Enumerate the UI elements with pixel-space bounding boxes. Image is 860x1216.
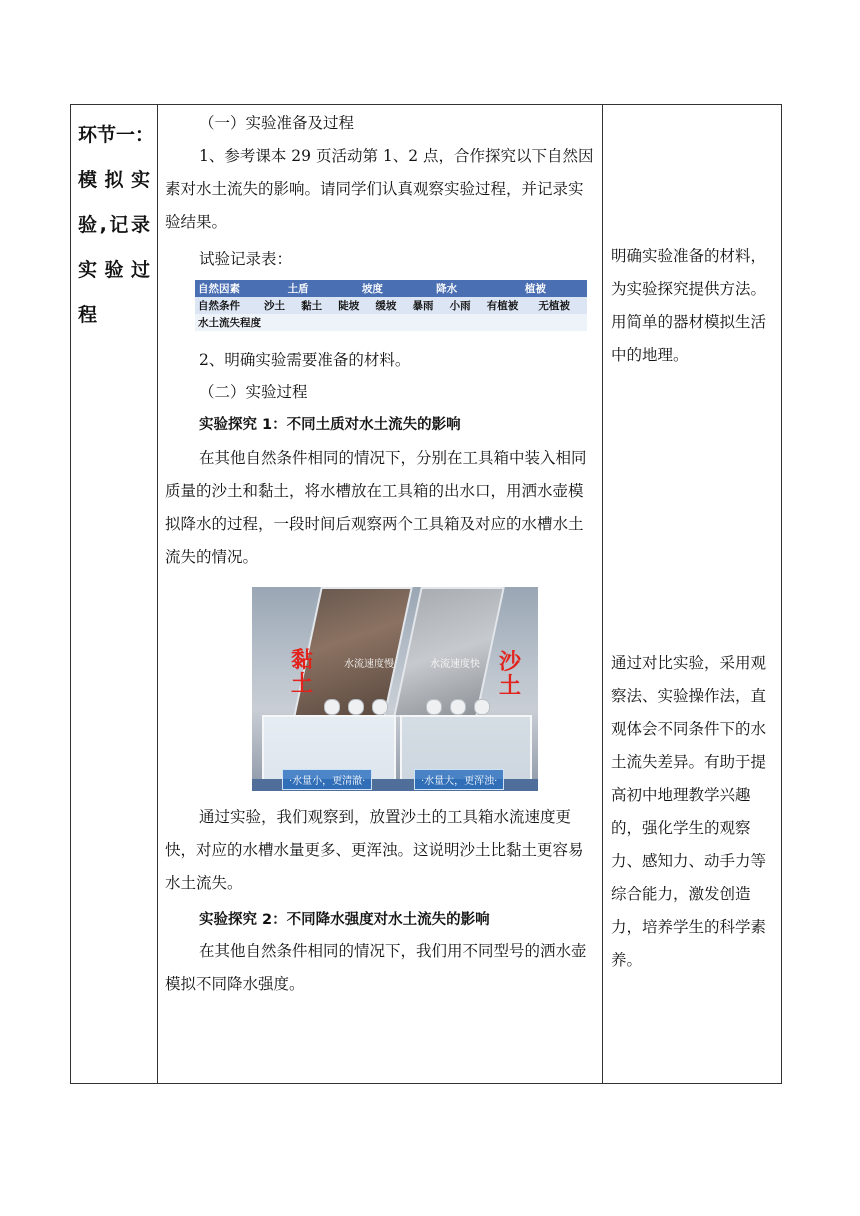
fast-flow-label: 水流速度快	[430, 659, 480, 670]
table-header-cell: 土盾	[261, 280, 335, 297]
section-title-char: 节	[97, 123, 117, 146]
section-title-char: 录	[130, 213, 150, 236]
section-title-line	[72, 202, 156, 247]
record-table	[195, 280, 587, 331]
table-row	[195, 297, 587, 314]
outlet	[348, 699, 364, 715]
record-table-header	[195, 280, 587, 297]
table-cell: 黏土	[298, 297, 335, 314]
table-cell: 小雨	[447, 297, 484, 314]
clay-label: 黏土	[290, 648, 313, 697]
sand-label: 沙土	[498, 650, 521, 699]
section-title-char: 记	[109, 213, 129, 236]
outlet	[372, 699, 388, 715]
section-title-char: 环	[78, 123, 98, 146]
muddy-water-caption: ·水量大，更浑浊·	[414, 769, 504, 790]
activity-paragraph: 1、参考课本 29 页活动第 1、2 点，合作探究以下自然因素对水土流失的影响。请同学们认真观察实验过程，并记录实验结果。	[165, 147, 594, 231]
table-cell: 暴雨	[410, 297, 447, 314]
outlet	[450, 699, 466, 715]
section-title-line	[72, 292, 156, 337]
heading-preparation: （一）实验准备及过程	[199, 114, 355, 132]
section-title-char: 验	[104, 258, 124, 281]
table-cell: 水土流失程度	[195, 314, 298, 331]
slow-flow-label: 水流速度慢	[344, 659, 394, 670]
experiment-1-result: 通过实验，我们观察到，放置沙土的工具箱水流速度更快，对应的水槽水量更多、更浑浊。这说明沙土比黏土更容易水土流失。	[165, 808, 584, 892]
table-cell: 陡坡	[335, 297, 372, 314]
section-title-char: ,	[99, 213, 107, 236]
outlet	[426, 699, 442, 715]
section-title-char: 拟	[104, 168, 124, 191]
section-title-char: 一	[116, 123, 136, 146]
table-header-cell: 降水	[410, 280, 484, 297]
table-cell: 沙土	[261, 297, 298, 314]
outlet	[324, 699, 340, 715]
section-title-char: 过	[130, 258, 150, 281]
section-title-char: 实	[78, 258, 98, 281]
section-title	[72, 112, 156, 337]
section-title-char: ：	[135, 123, 155, 146]
table-header-cell: 自然因素	[195, 280, 261, 297]
column-divider-2	[602, 104, 603, 1084]
materials-paragraph: 2、明确实验需要准备的材料。	[199, 351, 411, 369]
experiment-2-title: 实验探究 2：不同降水强度对水土流失的影响	[199, 912, 490, 928]
table-header-cell: 坡度	[335, 280, 409, 297]
column-divider-1	[157, 104, 158, 1084]
design-intent-note-2: 通过对比实验，采用观察法、实验操作法，直观体会不同条件下的水土流失差异。有助于提高初中地理教学兴趣的，强化学生的观察力、感知力、动手力等综合能力，激发创造力，培养学生的科学素养。	[611, 654, 767, 969]
experiment-photo	[252, 587, 538, 791]
heading-process: （二）实验过程	[199, 383, 308, 401]
section-title-char: 实	[130, 168, 150, 191]
sand-tray	[393, 587, 505, 717]
experiment-2-body: 在其他自然条件相同的情况下，我们用不同型号的洒水壶模拟不同降水强度。	[165, 942, 587, 993]
experiment-1-title: 实验探究 1：不同土质对水土流失的影响	[199, 417, 461, 433]
table-header-cell: 植被	[484, 280, 587, 297]
table-cell: 有植被	[484, 297, 536, 314]
section-title-char: 验	[78, 213, 98, 236]
design-intent-note-1: 明确实验准备的材料，为实验探究提供方法。用简单的器材模拟生活中的地理。	[611, 247, 767, 364]
section-title-char: 模	[78, 168, 98, 191]
section-title-char: 程	[78, 303, 98, 326]
table-cell: 无植被	[535, 297, 587, 314]
section-title-line	[72, 157, 156, 202]
section-title-line	[72, 112, 156, 157]
outlet	[474, 699, 490, 715]
clear-water-caption: ·水量小，更清澈·	[282, 769, 372, 790]
table-cell: 自然条件	[195, 297, 261, 314]
record-table-label: 试验记录表：	[199, 250, 293, 268]
table-row	[195, 314, 587, 331]
section-title-line	[72, 247, 156, 292]
experiment-1-body: 在其他自然条件相同的情况下，分别在工具箱中装入相同质量的沙土和黏土，将水槽放在工具箱的出水口，用洒水壶模拟降水的过程，一段时间后观察两个工具箱及对应的水槽水土流失的情况。	[165, 449, 587, 566]
table-cell: 缓坡	[372, 297, 409, 314]
